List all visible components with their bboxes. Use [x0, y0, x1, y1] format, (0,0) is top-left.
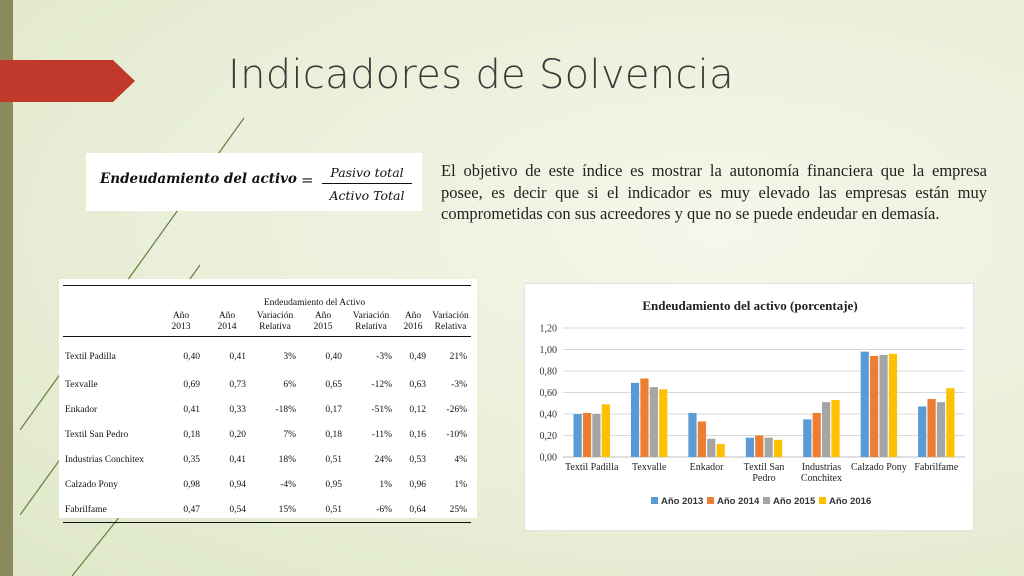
bar: [879, 355, 887, 457]
table-cell: -3%: [451, 379, 467, 390]
bar: [927, 399, 935, 457]
bar: [717, 444, 725, 457]
table-cell: 7%: [283, 429, 296, 440]
legend-label: Año 2016: [829, 496, 872, 507]
table-cell-company: Textil Padilla: [65, 351, 116, 362]
table-cell: 21%: [449, 351, 467, 362]
bar: [707, 439, 715, 457]
legend-swatch: [819, 497, 826, 504]
table-cell: 0,12: [409, 404, 426, 415]
column-header: Año 2013: [158, 311, 204, 337]
y-tick-label: 1,20: [539, 323, 557, 335]
formula-denominator: Activo Total: [329, 188, 405, 203]
table-cell: 0,65: [325, 379, 342, 390]
bar: [803, 419, 811, 457]
table-caption: Endeudamiento del Activo: [263, 298, 366, 308]
table-row: [63, 447, 471, 472]
table-cell: 6%: [283, 379, 296, 390]
bar: [813, 413, 821, 457]
debt-ratio-chart: [524, 283, 974, 531]
table-cell: 0,98: [183, 479, 200, 490]
table-cell: 0,51: [325, 454, 342, 465]
x-tick-label: Calzado Pony: [850, 462, 907, 473]
table-cell: 0,40: [183, 351, 200, 362]
table-cell: -4%: [280, 479, 296, 490]
table-cell-company: Textil San Pedro: [65, 429, 129, 440]
legend-label: Año 2013: [661, 496, 704, 507]
table-row: [63, 472, 471, 497]
formula-numerator: Pasivo total: [330, 165, 404, 180]
title-arrow-tab: [0, 60, 135, 102]
table-cell: 0,16: [409, 429, 426, 440]
formula-equals: =: [301, 171, 314, 189]
x-tick-label: Enkador: [689, 462, 724, 473]
description-paragraph: El objetivo de este índice es mostrar la autonomía financiera que la empresa posee, es decir que si el indicador es muy elevado las empresas están muy comprometidas con sus acreedores y que no se puede endeudar en demasía.: [441, 161, 987, 223]
table-cell: 0,69: [183, 379, 200, 390]
table-cell: 1%: [379, 479, 392, 490]
table-cell: -26%: [446, 404, 467, 415]
column-header: Año 2014: [204, 311, 250, 337]
bar: [602, 404, 610, 457]
y-tick-label: 0,00: [539, 452, 557, 464]
table-cell: -51%: [371, 404, 392, 415]
table-cell: 0,49: [409, 351, 426, 362]
bar: [946, 388, 954, 457]
formula-box: [86, 153, 422, 211]
x-tick-label: Textil Padilla: [564, 462, 619, 473]
table-row: [63, 422, 471, 447]
bar: [765, 438, 773, 457]
x-tick-label: Textil San Pedro: [743, 462, 785, 484]
table-cell: -6%: [346, 497, 396, 523]
legend-swatch: [651, 497, 658, 504]
bar: [861, 352, 869, 457]
page-title: Indicadores de Solvencia: [228, 52, 734, 98]
x-tick-label: Texvalle: [631, 462, 667, 473]
bar: [583, 413, 591, 457]
table-cell: 0,47: [158, 497, 204, 523]
x-tick-label: Industrias Conchitex: [800, 462, 842, 484]
table-cell: 0,63: [409, 379, 426, 390]
bar: [937, 402, 945, 457]
bar: [918, 406, 926, 457]
table-row: [63, 337, 471, 373]
table-cell-company: Enkador: [65, 404, 98, 415]
debt-ratio-table-box: [59, 279, 477, 518]
x-tick-label: Fabrilfame: [914, 462, 959, 473]
table-cell: 0,18: [183, 429, 200, 440]
table-row: [63, 497, 471, 523]
table-cell: 0,40: [325, 351, 342, 362]
table-cell: 1%: [454, 479, 467, 490]
table-cell: 0,41: [229, 454, 246, 465]
y-tick-label: 0,60: [539, 388, 557, 399]
bar: [574, 414, 582, 457]
bar: [746, 438, 754, 457]
table-cell: 0,51: [300, 497, 346, 523]
column-header: Variación Relativa: [250, 311, 300, 337]
legend-label: Año 2014: [717, 496, 760, 507]
bar: [659, 389, 667, 457]
table-cell: 0,33: [229, 404, 246, 415]
y-tick-label: 0,20: [539, 431, 557, 442]
bar: [698, 422, 706, 457]
table-cell: 0,41: [183, 404, 200, 415]
table-cell: 15%: [250, 497, 300, 523]
table-cell: 0,18: [325, 429, 342, 440]
y-tick-label: 1,00: [539, 345, 557, 356]
table-cell: 0,35: [183, 454, 200, 465]
table-cell: 0,53: [409, 454, 426, 465]
column-header: Año 2015: [300, 311, 346, 337]
table-cell: 0,95: [325, 479, 342, 490]
bar: [822, 402, 830, 457]
y-tick-label: 0,80: [539, 366, 557, 378]
bar: [592, 414, 600, 457]
table-cell-company: Industrias Conchitex: [65, 454, 144, 465]
table-row: [63, 397, 471, 422]
column-header: Variación Relativa: [346, 311, 396, 337]
column-header: Variación Relativa: [430, 311, 471, 337]
table-cell: 24%: [374, 454, 392, 465]
bar: [688, 413, 696, 457]
column-header-company: [63, 311, 158, 337]
column-header: Año 2016: [396, 311, 430, 337]
legend-swatch: [707, 497, 714, 504]
table-cell-company: Texvalle: [65, 379, 98, 390]
table-row: [63, 372, 471, 397]
table-cell-company: Calzado Pony: [65, 479, 119, 490]
fraction-line: [322, 183, 412, 184]
debt-ratio-table: [63, 285, 471, 523]
table-cell: 0,41: [229, 351, 246, 362]
legend-swatch: [763, 497, 770, 504]
legend-label: Año 2015: [773, 496, 816, 507]
table-cell: 18%: [278, 454, 296, 465]
bar: [755, 436, 763, 458]
chart-canvas: [525, 284, 975, 532]
table-cell: -18%: [275, 404, 296, 415]
bar: [774, 440, 782, 457]
y-tick-label: 0,40: [539, 409, 557, 421]
table-cell: 0,73: [229, 379, 246, 390]
bar: [831, 400, 839, 457]
table-cell: -10%: [446, 429, 467, 440]
table-cell: 3%: [283, 351, 296, 362]
formula-label: Endeudamiento del activo: [100, 171, 297, 187]
table-cell: 4%: [454, 454, 467, 465]
table-cell-company: Fabrilfame: [63, 497, 158, 523]
table-cell: 0,96: [409, 479, 426, 490]
table-cell: 0,17: [325, 404, 342, 415]
bar: [870, 356, 878, 457]
table-cell: 25%: [430, 497, 471, 523]
table-cell: -11%: [371, 429, 392, 440]
bar: [631, 383, 639, 457]
table-cell: 0,64: [396, 497, 430, 523]
table-cell: -12%: [371, 379, 392, 390]
bar: [889, 354, 897, 457]
table-cell: 0,94: [229, 479, 246, 490]
table-cell: 0,54: [204, 497, 250, 523]
bar: [640, 379, 648, 457]
chart-title: Endeudamiento del activo (porcentaje): [642, 298, 858, 313]
table-cell: 0,20: [229, 429, 246, 440]
table-cell: -3%: [376, 351, 392, 362]
bar: [650, 387, 658, 457]
